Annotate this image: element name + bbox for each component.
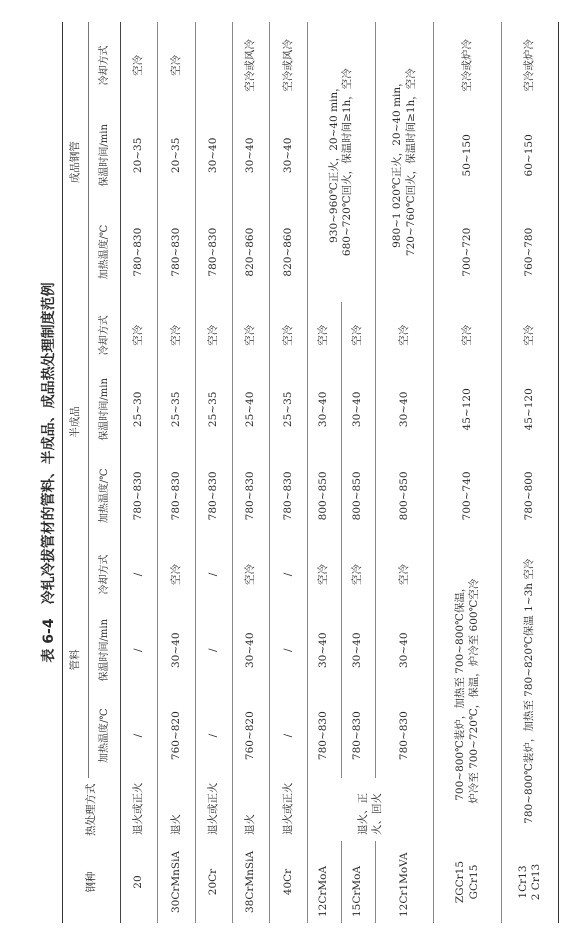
cell-steel	[502, 841, 559, 923]
table-row	[502, 22, 559, 923]
cell-temp: 780~830	[121, 202, 158, 302]
cell-time: 30~40	[270, 109, 307, 202]
cell-final-note	[375, 22, 434, 302]
cell-cool: 空冷	[121, 22, 158, 109]
cell-cool: 空冷	[502, 302, 559, 368]
table-row	[434, 22, 502, 923]
table-row	[270, 22, 307, 923]
header-time: 保温时间/min	[89, 109, 121, 202]
cell-cool: /	[121, 541, 158, 607]
header-group-tube: 管料	[63, 541, 89, 778]
cell-cool: 空冷	[434, 302, 502, 368]
cell-temp: 800~850	[341, 450, 375, 541]
cell-time: 25~40	[233, 368, 270, 450]
cell-cool: 空冷	[375, 541, 434, 607]
table-row	[158, 22, 195, 923]
header-temp: 加热温度/℃	[89, 202, 121, 302]
header-steel: 钢种	[63, 841, 121, 923]
cell-time: 60~150	[502, 109, 559, 202]
cell-time: 25~35	[158, 368, 195, 450]
cell-cool: 空冷	[158, 541, 195, 607]
header-group-final: 成品钢管	[63, 22, 89, 302]
cell-steel: 15CrMoA	[341, 841, 375, 923]
cell-method: 退火或正火	[270, 778, 307, 841]
cell-cool: 空冷	[233, 541, 270, 607]
header-group-semi: 半成品	[63, 302, 89, 541]
note-line: 930~960℃正火，20~40 min，	[327, 81, 340, 243]
note-line: 720~760℃回火，保温时间≥1h，空冷	[404, 68, 417, 257]
table-row	[121, 22, 158, 923]
cell-time: 50~150	[434, 109, 502, 202]
table-row	[195, 22, 232, 923]
header-cool: 冷却方式	[89, 302, 121, 368]
header-cool: 冷却方式	[89, 22, 121, 109]
heat-treatment-table	[62, 22, 559, 923]
cell-method-text	[434, 541, 502, 841]
table-number: 表 6-4	[41, 618, 57, 663]
table-title: 冷轧冷拔管材的管料、半成品、成品热处理制度范例	[41, 282, 57, 605]
cell-time: 30~40	[341, 608, 375, 693]
steel-line: 2 Cr13	[530, 863, 543, 901]
cell-method: 退火或正火	[195, 778, 232, 841]
header-row-group	[63, 22, 89, 923]
cell-temp: 780~830	[158, 202, 195, 302]
note-line: 980~1 020℃正火，20~40 min，	[390, 76, 403, 248]
cell-time: /	[195, 608, 232, 693]
cell-time: /	[121, 608, 158, 693]
cell-cool: 空冷	[307, 302, 341, 368]
header-time: 保温时间/min	[89, 608, 121, 693]
cell-time: 30~40	[158, 608, 195, 693]
note-line: 680~720℃回火，保温时间≥1h，空冷	[341, 68, 354, 257]
cell-time: 30~40	[307, 608, 341, 693]
header-temp: 加热温度/℃	[89, 693, 121, 778]
cell-method: 退火或正火	[121, 778, 158, 841]
cell-steel: 12CrMoA	[307, 841, 341, 923]
cell-steel: 12Cr1MoVA	[375, 841, 434, 923]
cell-cool: 空冷	[341, 541, 375, 607]
cell-cool: /	[270, 541, 307, 607]
steel-line: ZGCr15	[454, 860, 467, 904]
table-row	[233, 22, 270, 923]
cell-cool: 空冷或风冷	[233, 22, 270, 109]
cell-time: 30~40	[195, 109, 232, 202]
cell-steel: 20Cr	[195, 841, 232, 923]
cell-method: 退火	[233, 778, 270, 841]
cell-temp: 780~830	[158, 450, 195, 541]
cell-steel	[434, 841, 502, 923]
cell-temp: 800~850	[307, 450, 341, 541]
cell-time: /	[270, 608, 307, 693]
cell-time: 45~120	[502, 368, 559, 450]
cell-steel: 30CrMnSiA	[158, 841, 195, 923]
cell-temp: 780~830	[375, 693, 434, 778]
cell-time: 30~40	[233, 109, 270, 202]
cell-temp: 780~830	[195, 450, 232, 541]
cell-cool: 空冷	[307, 541, 341, 607]
header-method: 热处理方式	[63, 778, 121, 841]
cell-cool: 空冷或炉冷	[434, 22, 502, 109]
cell-temp: 700~740	[434, 450, 502, 541]
cell-cool: 空冷	[375, 302, 434, 368]
cell-temp: 780~830	[233, 450, 270, 541]
cell-cool: 空冷	[341, 302, 375, 368]
cell-cool: /	[195, 541, 232, 607]
cell-temp: 760~820	[158, 693, 195, 778]
cell-cool: 空冷	[158, 22, 195, 109]
cell-temp: 760~780	[502, 202, 559, 302]
cell-cool	[195, 22, 232, 109]
cell-temp: 780~830	[270, 450, 307, 541]
cell-temp: 820~860	[233, 202, 270, 302]
cell-temp: 780~830	[195, 202, 232, 302]
cell-cool: 空冷	[270, 302, 307, 368]
cell-cool: 空冷或炉冷	[502, 22, 559, 109]
cell-temp: /	[121, 693, 158, 778]
table-caption	[38, 0, 60, 945]
cell-cool: 空冷	[158, 302, 195, 368]
steel-line: 1Cr13	[516, 865, 529, 899]
cell-method-text: 780~800℃装炉，加热至 780~820℃保温 1~3h 空冷	[502, 541, 559, 841]
cell-time: 45~120	[434, 368, 502, 450]
method-line: 700~800℃装炉，加热至 700~800℃保温，	[454, 581, 467, 801]
cell-time: 30~40	[375, 368, 434, 450]
table-row	[307, 22, 341, 923]
cell-steel: 38CrMnSiA	[233, 841, 270, 923]
cell-temp: 760~820	[233, 693, 270, 778]
header-cool: 冷却方式	[89, 541, 121, 607]
cell-temp: 800~850	[375, 450, 434, 541]
cell-time: 25~30	[121, 368, 158, 450]
cell-steel: 40Cr	[270, 841, 307, 923]
cell-steel: 20	[121, 841, 158, 923]
cell-temp: 700~720	[434, 202, 502, 302]
cell-time: 20~35	[121, 109, 158, 202]
cell-cool: 空冷	[195, 302, 232, 368]
cell-time: 30~40	[307, 368, 341, 450]
cell-temp: 780~830	[307, 693, 341, 778]
cell-cool: 空冷或风冷	[270, 22, 307, 109]
cell-time: 30~40	[341, 368, 375, 450]
cell-time: 25~35	[195, 368, 232, 450]
cell-cool: 空冷	[233, 302, 270, 368]
cell-cool: 空冷	[121, 302, 158, 368]
cell-time: 25~35	[270, 368, 307, 450]
cell-time: 30~40	[233, 608, 270, 693]
cell-temp: 780~800	[502, 450, 559, 541]
cell-final-note	[307, 22, 375, 302]
cell-temp: 780~830	[341, 693, 375, 778]
cell-temp: 820~860	[270, 202, 307, 302]
header-temp: 加热温度/℃	[89, 450, 121, 541]
steel-line: GCr15	[467, 864, 480, 900]
cell-temp: 780~830	[121, 450, 158, 541]
cell-temp: /	[270, 693, 307, 778]
cell-method-merged: 退火、正火、回火	[307, 778, 434, 841]
header-time: 保温时间/min	[89, 368, 121, 450]
cell-time: 20~35	[158, 109, 195, 202]
cell-time: 30~40	[375, 608, 434, 693]
cell-temp: /	[195, 693, 232, 778]
method-line: 炉冷至 700~720℃，保温，炉冷至 600℃空冷	[467, 578, 480, 804]
cell-method: 退火	[158, 778, 195, 841]
